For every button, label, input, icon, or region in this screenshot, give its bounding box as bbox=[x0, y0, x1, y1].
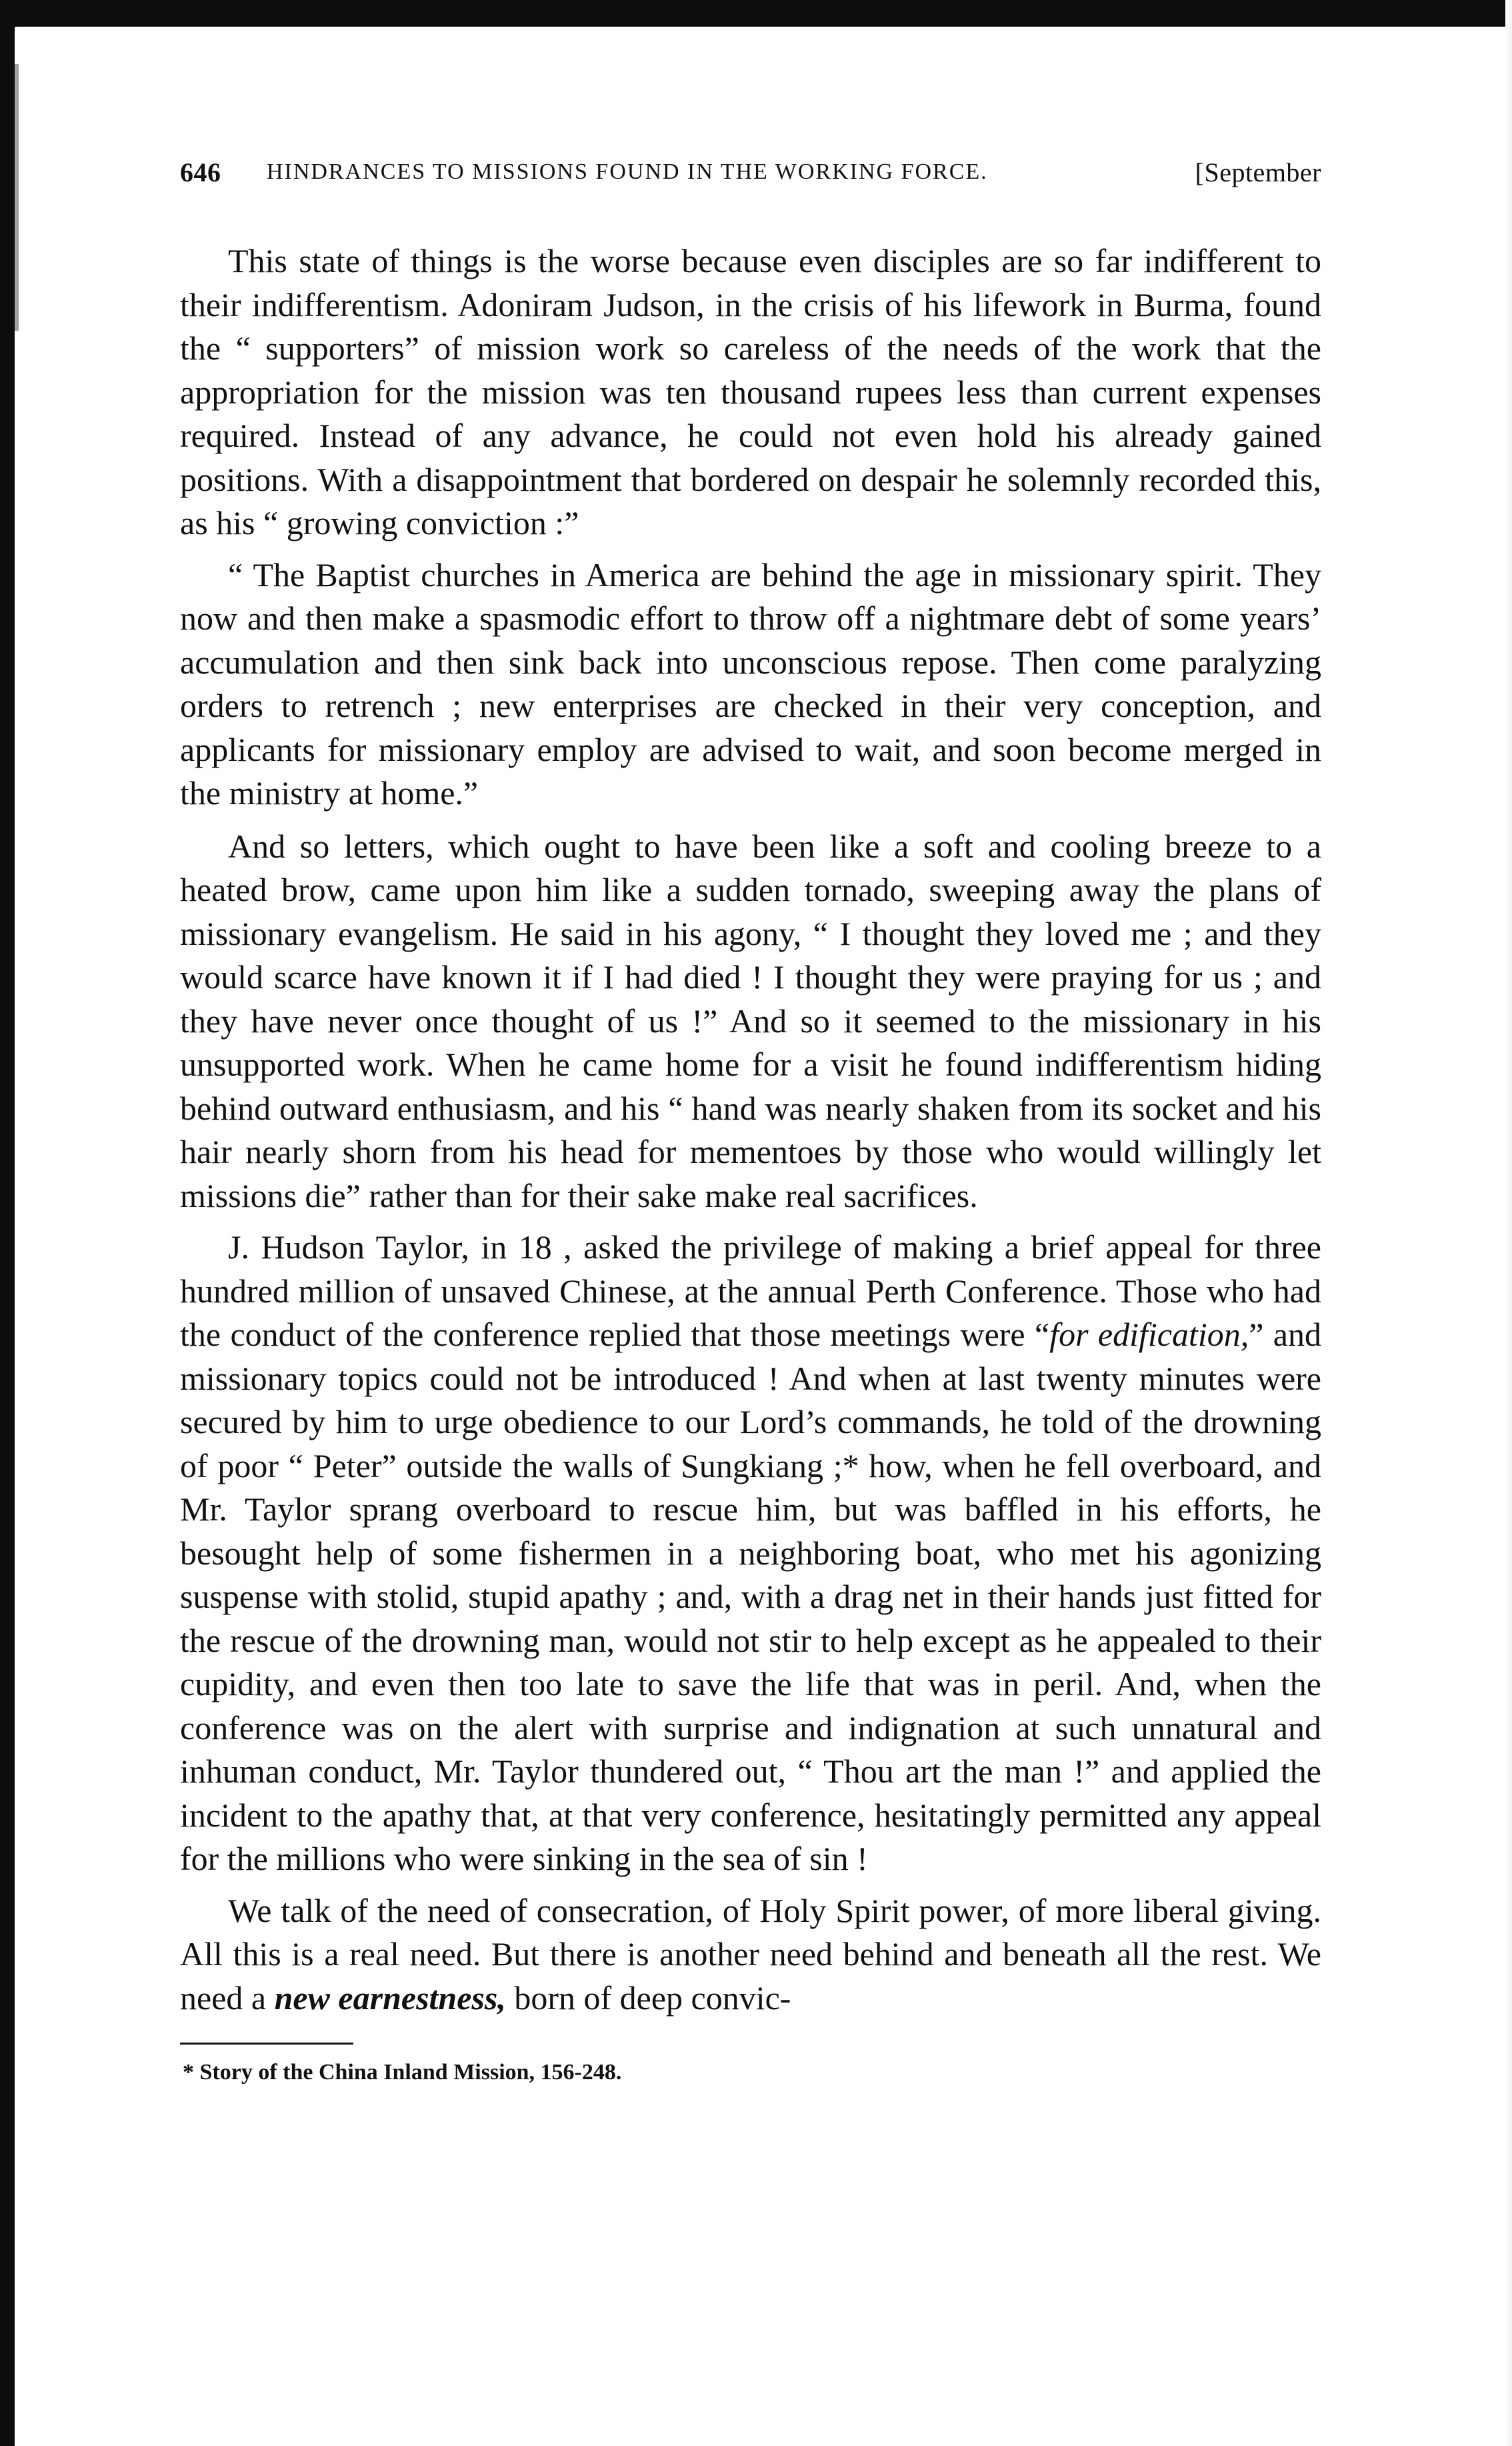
paragraph-last bbox=[180, 1889, 1321, 2021]
quote-paragraph: “ The Baptist churches in America are behind the age in missionary spirit. They now and then make a spasmodic effort to throw off a nightmare debt of some years’ accumulation and then sink back into unconscious repose. Then come paralyzing orders to retrench ; new enterprises are checked in their very conception, and applicants for missionary employ are advised to wait, and soon become merged in the ministry at home.” bbox=[180, 555, 1321, 812]
scan-border-right bbox=[1505, 0, 1512, 2446]
paragraph-3: And so letters, which ought to have been like a soft and cooling breeze to a heated brow, came upon him like a sudden tornado, sweeping away the plans of missionary evangelism. He said in his agony, “ I thought they loved me ; and they would scarce have known it if I had died ! I thought they were praying for us ; and they have never once thought of us !” And so it seemed to the missionary in his unsupported work. When he came home for a visit he found indifferentism hiding behind outward enthusiasm, and his “ hand was nearly shaken from its socket and his hair nearly shorn from his head for mementoes by those who would willingly let missions die” rather than for their sake make real sacrifices. bbox=[180, 827, 1321, 1214]
taylor-italic: for edification, bbox=[1049, 1316, 1249, 1353]
paragraph-taylor bbox=[180, 1226, 1321, 1881]
taylor-text-start: J. Hudson Taylor, in 18 , asked the privilege of making a brief appeal for three hundred million of unsaved Chinese, at the annual Perth Conference. Those who had the conduct of the conference replied that those meetings were “ bbox=[180, 1228, 1321, 1353]
scan-page-edge bbox=[0, 27, 1512, 67]
running-title: HINDRANCES TO MISSIONS FOUND IN THE WORKING FORCE. bbox=[267, 159, 988, 184]
page-number: 646 bbox=[180, 157, 221, 187]
scan-border-left bbox=[0, 0, 15, 2446]
paragraph-1: This state of things is the worse because even disciples are so far indifferent to their indifferentism. Adoniram Judson, in the crisis of his lifework in Burma, found the “ supporters” of mission work so careless of the needs of the work that the appropriation for the mission was ten thousand rupees less than current expenses required. Instead of any advance, he could not even hold his already gained positions. With a disappointment that bordered on despair he solemnly recorded this, as his “ growing conviction :” bbox=[180, 242, 1321, 541]
last-text-end: born of deep convic- bbox=[505, 1979, 791, 2017]
running-month: [September bbox=[1195, 157, 1321, 187]
taylor-text-end: ” and missionary topics could not be introduced ! And when at last twenty minutes were secured by him to urge obedience to our Lord’s commands, he told of the drowning of poor “ Peter” outside the walls of Sungkiang ;* how, when he fell overboard, and Mr. Taylor sprang overboard to rescue him, but was baffled in his efforts, he besought help of some fishermen in a neighboring boat, who met his agonizing suspense with stolid, stupid apathy ; and, with a drag net in their hands just fitted for the rescue of the drowning man, would not stir to help except as he appealed to their cupidity, and even then too late to save the life that was in peril. And, when the conference was on the alert with surprise and indignation at such unnatural and inhuman conduct, Mr. Taylor thundered out, “ Thou art the man !” and applied the incident to the apathy that, at that very conference, hesitatingly permitted any appeal for the millions who were sinking in the sea of sin ! bbox=[180, 1316, 1321, 1877]
last-italic: new earnestness, bbox=[274, 1979, 506, 2017]
footnote: * Story of the China Inland Mission, 156-248. bbox=[183, 2060, 622, 2085]
last-text-start: We talk of the need of consecration, of Holy Spirit power, of more liberal giving. All this is a real need. But there is another need behind and beneath all the rest. We need a bbox=[180, 1891, 1321, 2017]
running-head bbox=[180, 157, 1321, 210]
footnote-rule bbox=[180, 2043, 353, 2045]
scan-shadow bbox=[15, 64, 19, 331]
document-page bbox=[180, 157, 1321, 2087]
body-text bbox=[180, 239, 1321, 2020]
